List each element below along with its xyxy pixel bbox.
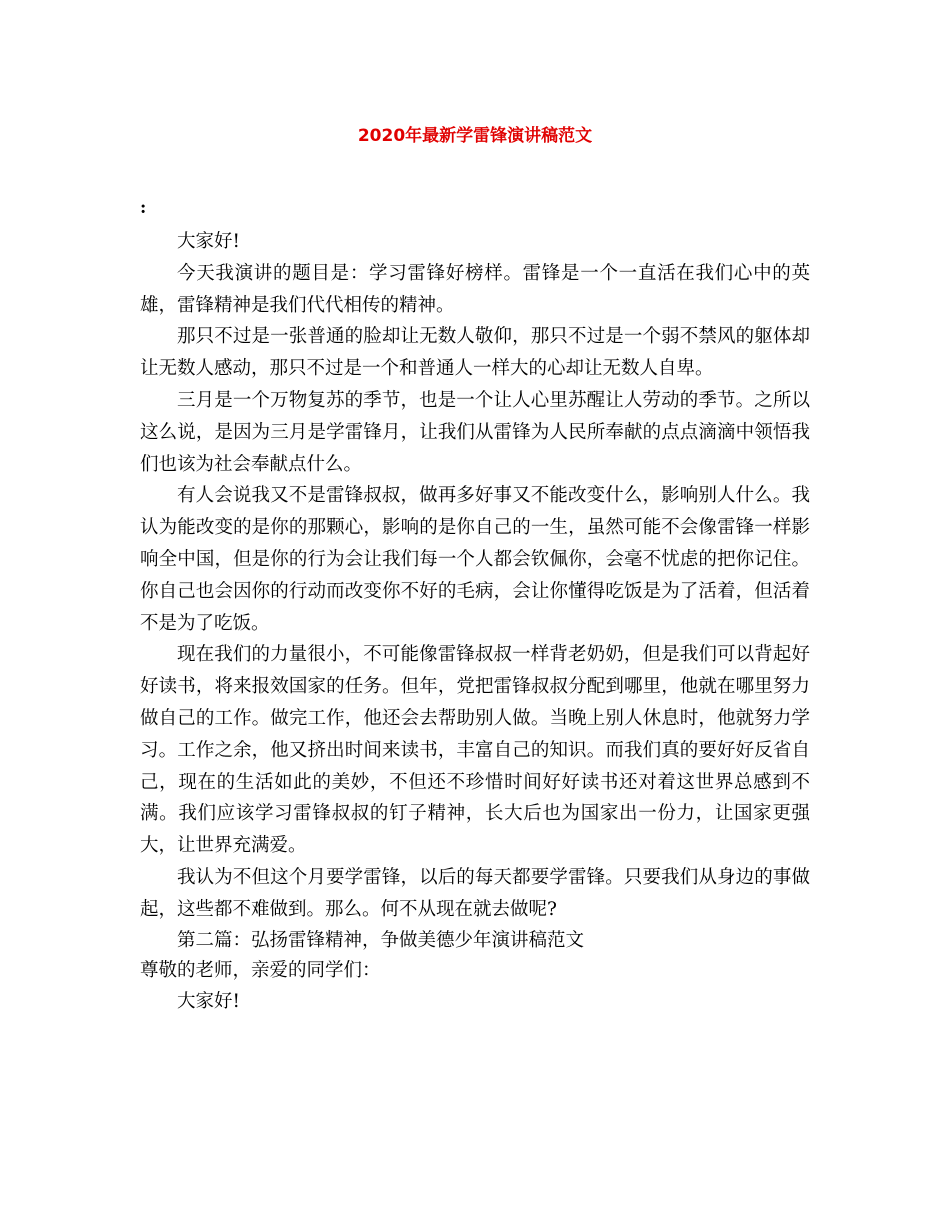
paragraph-greeting: 大家好!: [177, 231, 240, 252]
salutation: 尊敬的老师，亲爱的同学们：: [140, 959, 381, 981]
paragraph: 我认为不但这个月要学雷锋，以后的每天都要学雷锋。只要我们从身边的事做起，这些都不难做到。那么。何不从现在就去做呢?: [140, 866, 810, 920]
paragraph: 现在我们的力量很小，不可能像雷锋叔叔一样背老奶奶，但是我们可以背起好好读书，将来报效国家的任务。但年，党把雷锋叔叔分配到哪里，他就在哪里努力做自己的工作。做完工作，他还会去帮助别人做。当晚上别人休息时，他就努力学习。工作之余，他又挤出时间来读书，丰富自己的知识。而我们真的要好好反省自己，现在的生活如此的美妙，不但还不珍惜时间好好读书还对着这世界总感到不满。我们应该学习雷锋叔叔的钉子精神，长大后也为国家出一份力，让国家更强大，让世界充满爱。: [140, 644, 810, 857]
paragraph: 有人会说我又不是雷锋叔叔，做再多好事又不能改变什么，影响别人什么。我认为能改变的是你的那颗心，影响的是你自己的一生，虽然可能不会像雷锋一样影响全中国，但是你的行为会让我们每一个人都会钦佩你，会毫不忧虑的把你记住。你自己也会因你的行动而改变你不好的毛病，会让你懂得吃饭是为了活着，但活着不是为了吃饭。: [140, 485, 810, 634]
document-title: 2020年最新学雷锋演讲稿范文: [357, 126, 593, 146]
document-body: [140, 226, 810, 1017]
paragraph: 那只不过是一张普通的脸却让无数人敬仰，那只不过是一个弱不禁风的躯体却让无数人感动，那只不过是一个和普通人一样大的心却让无数人自卑。: [140, 326, 810, 380]
second-article-heading: 第二篇：弘扬雷锋精神，争做美德少年演讲稿范文: [177, 929, 585, 951]
paragraph-greeting: 大家好!: [177, 990, 240, 1012]
paragraph: 三月是一个万物复苏的季节，也是一个让人心里苏醒让人劳动的季节。之所以这么说，是因为三月是学雷锋月，让我们从雷锋为人民所奉献的点点滴滴中领悟我们也该为社会奉献点什么。: [140, 389, 810, 475]
paragraph: 今天我演讲的题目是：学习雷锋好榜样。雷锋是一个一直活在我们心中的英雄，雷锋精神是我们代代相传的精神。: [140, 262, 810, 316]
opening-mark: :: [140, 198, 147, 218]
